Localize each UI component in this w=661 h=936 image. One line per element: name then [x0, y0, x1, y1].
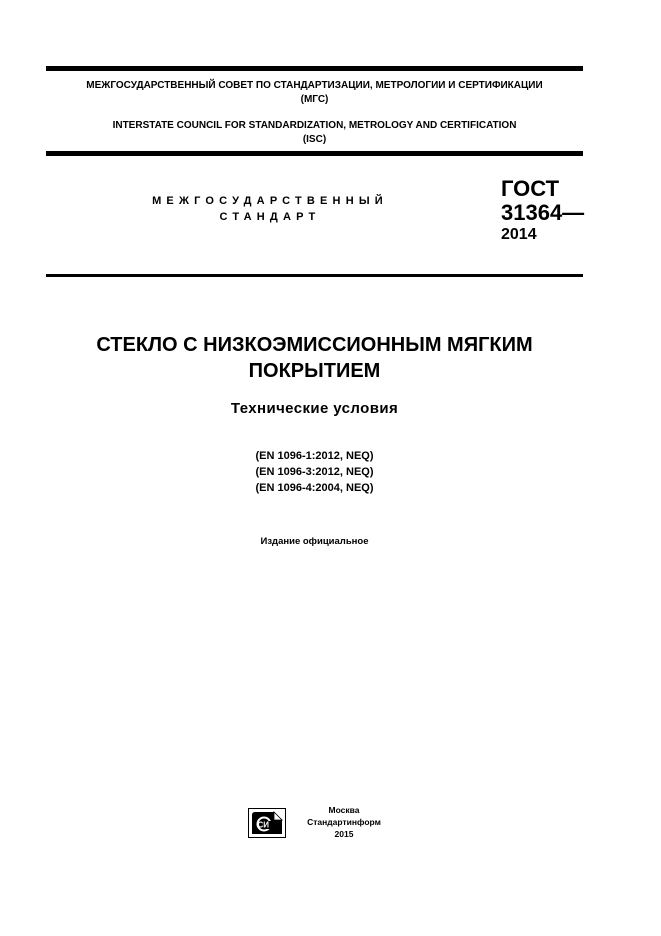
- edition-note: Издание официальное: [260, 536, 369, 547]
- publisher-year: 2015: [334, 829, 354, 839]
- reference-item: (EN 1096-1:2012, NEQ): [255, 450, 374, 462]
- references-list: [46, 448, 583, 496]
- standartinform-logo-icon: [248, 808, 286, 838]
- document-subtitle: Технические условия: [230, 400, 399, 417]
- council-name-ru: [46, 79, 583, 107]
- publisher-city: Москва: [328, 805, 360, 815]
- document-title: [46, 332, 583, 384]
- document-title-line1: СТЕКЛО С НИЗКОЭМИССИОННЫМ МЯГКИМ: [96, 334, 533, 356]
- reference-item: (EN 1096-4:2004, NEQ): [255, 482, 374, 494]
- top-rule: [46, 66, 583, 71]
- gost-number: 31364—: [501, 200, 585, 225]
- standard-type-line2: СТАНДАРТ: [219, 211, 321, 223]
- council-abbr-ru: (МГС): [300, 94, 329, 105]
- svg-text:СИ: СИ: [257, 820, 270, 830]
- council-bottom-rule: [46, 151, 583, 156]
- council-name-ru-line1: МЕЖГОСУДАРСТВЕННЫЙ СОВЕТ ПО СТАНДАРТИЗАЦИИ, МЕТРОЛОГИИ И СЕРТИФИКАЦИИ: [86, 80, 543, 91]
- reference-item: (EN 1096-3:2012, NEQ): [255, 466, 374, 478]
- gost-year: 2014: [501, 226, 537, 243]
- gost-designation: [501, 177, 584, 245]
- publisher-info: [292, 804, 396, 840]
- publisher-name: Стандартинформ: [307, 817, 381, 827]
- gost-label: ГОСТ: [501, 176, 560, 201]
- standard-type: [120, 193, 420, 225]
- council-name-en: [46, 119, 583, 147]
- council-name-en-line1: INTERSTATE COUNCIL FOR STANDARDIZATION, METROLOGY AND CERTIFICATION: [112, 120, 517, 131]
- council-abbr-en: (ISC): [302, 134, 327, 145]
- standard-type-line1: МЕЖГОСУДАРСТВЕННЫЙ: [152, 195, 388, 207]
- header-bottom-rule: [46, 274, 583, 277]
- document-title-line2: ПОКРЫТИЕМ: [248, 360, 381, 382]
